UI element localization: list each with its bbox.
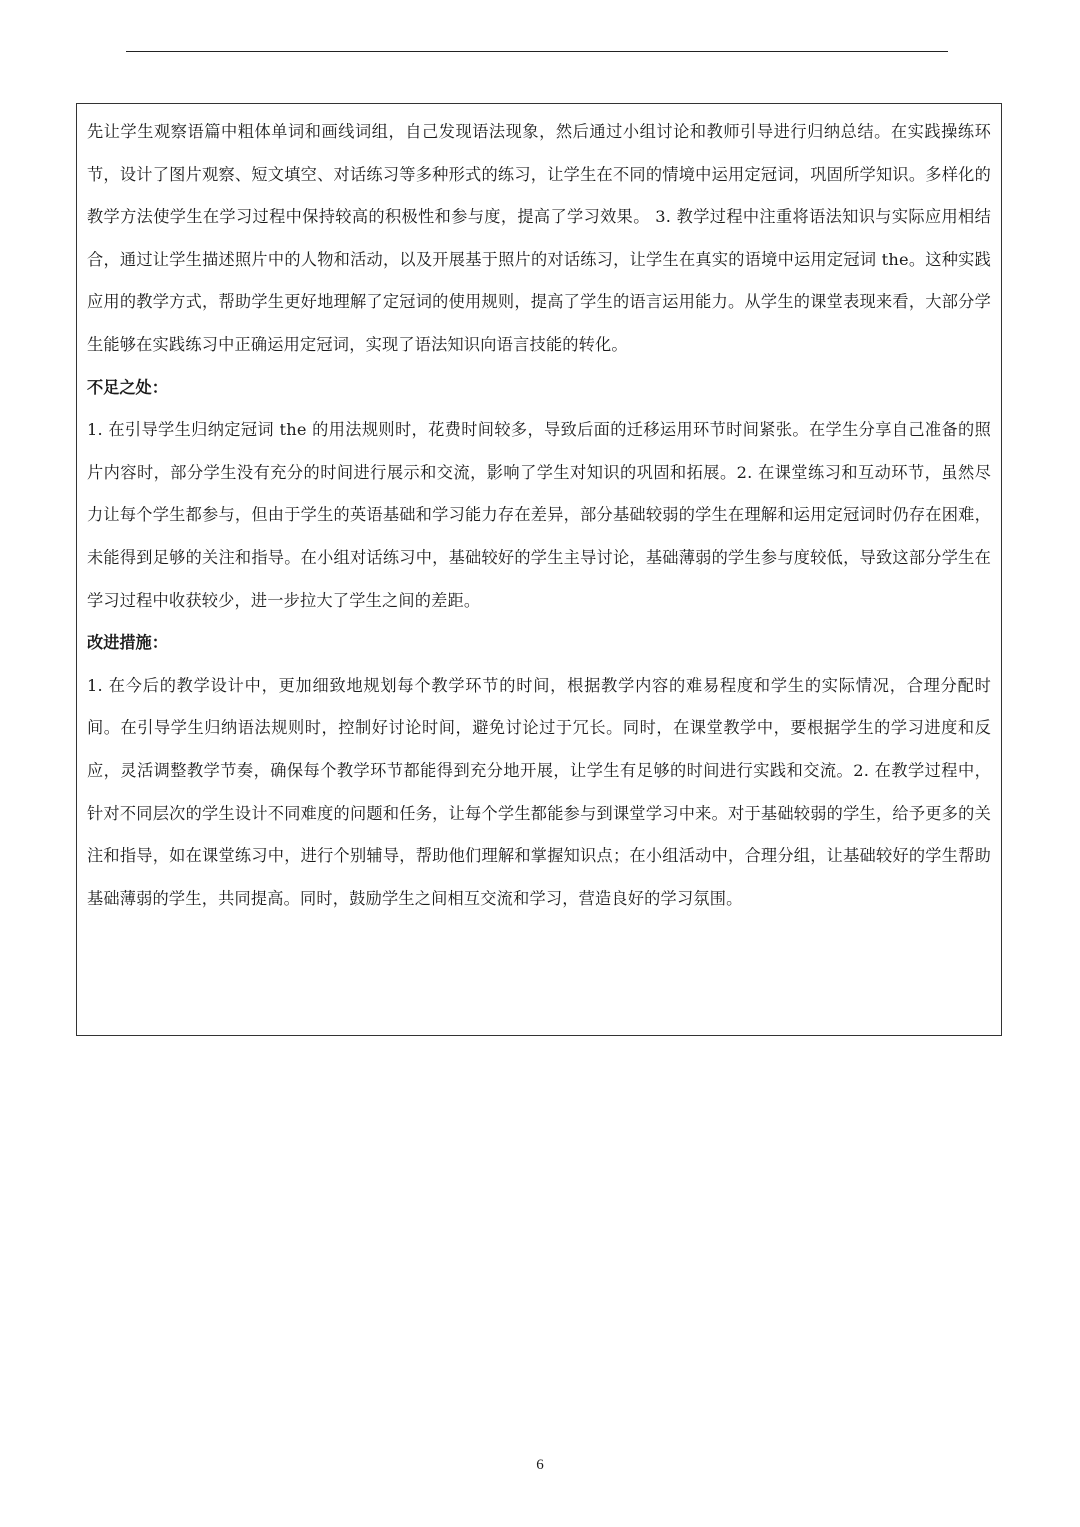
shortcomings-paragraph: 1. 在引导学生归纳定冠词 the 的用法规则时，花费时间较多，导致后面的迁移运用环节时间紧张。在学生分享自己准备的照片内容时，部分学生没有充分的时间进行展示和交流，影响了学生对知识的巩固和拓展。2. 在课堂练习和互动环节，虽然尽力让每个学生都参与，但由于学生的英语基础和学习能力存在差异，部分基础较弱的学生在理解和运用定冠词时仍存在困难，未能得到足够的关注和指导。在小组对话练习中，基础较好的学生主导讨论，基础薄弱的学生参与度较低，导致这部分学生在学习过程中收获较少，进一步拉大了学生之间的差距。 <box>87 420 991 610</box>
reflection-table-cell <box>76 103 1002 1036</box>
page-number: 6 <box>536 1457 544 1473</box>
intro-paragraph: 先让学生观察语篇中粗体单词和画线词组，自己发现语法现象，然后通过小组讨论和教师引导进行归纳总结。在实践操练环节，设计了图片观察、短文填空、对话练习等多种形式的练习，让学生在不同的情境中运用定冠词，巩固所学知识。多样化的教学方法使学生在学习过程中保持较高的积极性和参与度，提高了学习效果。 3. 教学过程中注重将语法知识与实际应用相结合，通过让学生描述照片中的人物和活动，以及开展基于照片的对话练习，让学生在真实的语境中运用定冠词 the。这种实践应用的教学方式，帮助学生更好地理解了定冠词的使用规则，提高了学生的语言运用能力。从学生的课堂表现来看，大部分学生能够在实践练习中正确运用定冠词，实现了语法知识向语言技能的转化。 <box>87 122 991 354</box>
improvements-paragraph: 1. 在今后的教学设计中，更加细致地规划每个教学环节的时间，根据教学内容的难易程度和学生的实际情况，合理分配时间。在引导学生归纳语法规则时，控制好讨论时间，避免讨论过于冗长。同时，在课堂教学中，要根据学生的学习进度和反应，灵活调整教学节奏，确保每个教学环节都能得到充分地开展，让学生有足够的时间进行实践和交流。2. 在教学过程中，针对不同层次的学生设计不同难度的问题和任务，让每个学生都能参与到课堂学习中来。对于基础较弱的学生，给予更多的关注和指导，如在课堂练习中，进行个别辅导，帮助他们理解和掌握知识点；在小组活动中，合理分组，让基础较好的学生帮助基础薄弱的学生，共同提高。同时，鼓励学生之间相互交流和学习，营造良好的学习氛围。 <box>87 675 991 908</box>
shortcomings-heading: 不足之处： <box>87 377 168 397</box>
improvements-heading: 改进措施： <box>87 633 168 653</box>
header-rule <box>126 51 948 52</box>
